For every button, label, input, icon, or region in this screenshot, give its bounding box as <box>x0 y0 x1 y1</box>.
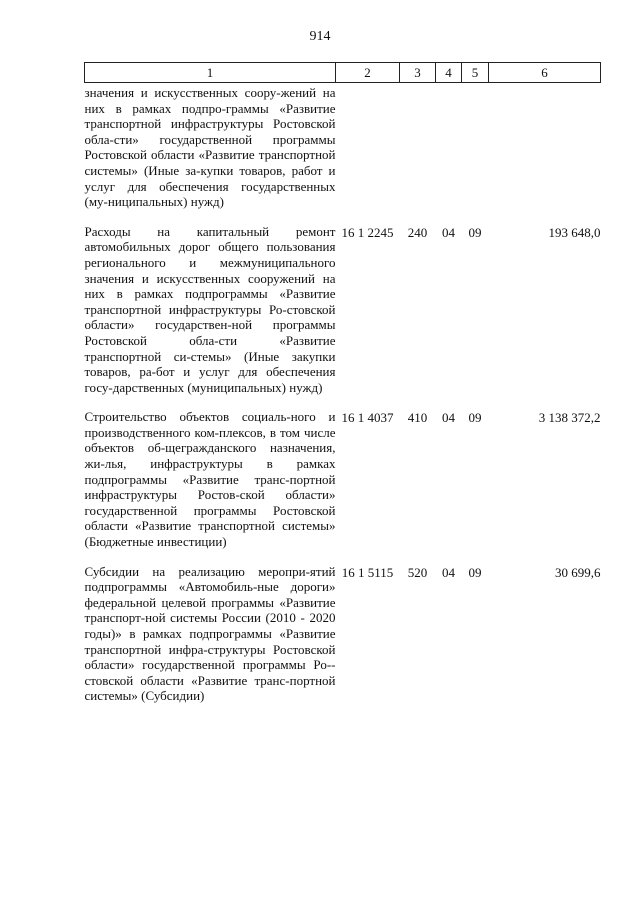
row-amount: 30 699,6 <box>555 564 601 580</box>
row-section: 04 <box>442 410 455 426</box>
budget-table <box>84 62 601 704</box>
row-section <box>436 83 462 210</box>
page-number: 914 <box>309 29 331 44</box>
row-target-code: 16 1 4037 <box>341 410 394 426</box>
table-row <box>85 210 601 396</box>
row-description: Субсидии на реализацию меропри-ятий подпрограммы «Автомобиль-ные дороги» федеральной целевой программы «Развитие транспорт-ной системы России (2010 - 2020 годы)» в рамках подпрограммы «Развитие транспортной инфра-структуры Ростовской области» государственной программы Ро-стовской области «Развитие транс-портной системы» (Субсидии) <box>84 563 336 704</box>
row-amount <box>489 83 601 210</box>
row-subsection: 09 <box>468 224 482 240</box>
header-col-2: 2 <box>336 63 400 83</box>
row-expense-type: 520 <box>407 564 428 580</box>
header-col-1: 1 <box>85 63 336 83</box>
row-subsection: 09 <box>468 564 482 580</box>
header-col-5: 5 <box>462 63 489 83</box>
row-description: значения и искусственных соору-жений на них в рамках подпро-граммы «Развитие транспортной инфраструктуры Ростовской обла-сти» государственной программы Ростовской области «Развитие транспортной системы» (Иные за-купки товаров, работ и услуг для обеспечения государственных (му-ниципальных) нужд) <box>84 85 336 210</box>
table-row <box>85 550 601 704</box>
header-col-4: 4 <box>436 63 462 83</box>
row-target-code <box>336 83 400 210</box>
table-row <box>85 395 601 549</box>
row-subsection <box>462 83 489 210</box>
header-col-6: 6 <box>489 63 601 83</box>
header-col-3: 3 <box>400 63 436 83</box>
row-description: Расходы на капитальный ремонт автомобильных дорог общего пользования регионального и межмуниципального значения и искусственных сооружений на них в рамках подпрограммы «Развитие транспортной инфраструктуры Ро-стовской области» государствен-ной программы Ростовской обла-сти «Развитие транспортной си-стемы» (Иные закупки товаров, ра-бот и услуг для обеспечения госу-дарственных (муниципальных) нужд) <box>84 223 336 395</box>
row-description: Строительство объектов социаль-ного и производственного ком-плексов, в том числе объектов об-щегражданского назначения, жи-лья, инфраструктуры в рамках подпрограммы «Развитие транс-портной инфраструктуры Ростов-ской области» государственной программы Ростовской области «Развитие транспортной системы» (Бюджетные инвестиции) <box>84 409 336 550</box>
row-expense-type <box>400 83 436 210</box>
table-header <box>85 63 601 83</box>
row-amount: 3 138 372,2 <box>538 410 601 426</box>
row-section: 04 <box>442 564 455 580</box>
row-expense-type: 240 <box>407 224 428 240</box>
row-subsection: 09 <box>468 410 482 426</box>
row-section: 04 <box>442 224 455 240</box>
row-amount: 193 648,0 <box>548 224 601 240</box>
row-target-code: 16 1 2245 <box>341 224 394 240</box>
row-expense-type: 410 <box>407 410 428 426</box>
table-row <box>85 83 601 210</box>
row-target-code: 16 1 5115 <box>341 564 394 580</box>
